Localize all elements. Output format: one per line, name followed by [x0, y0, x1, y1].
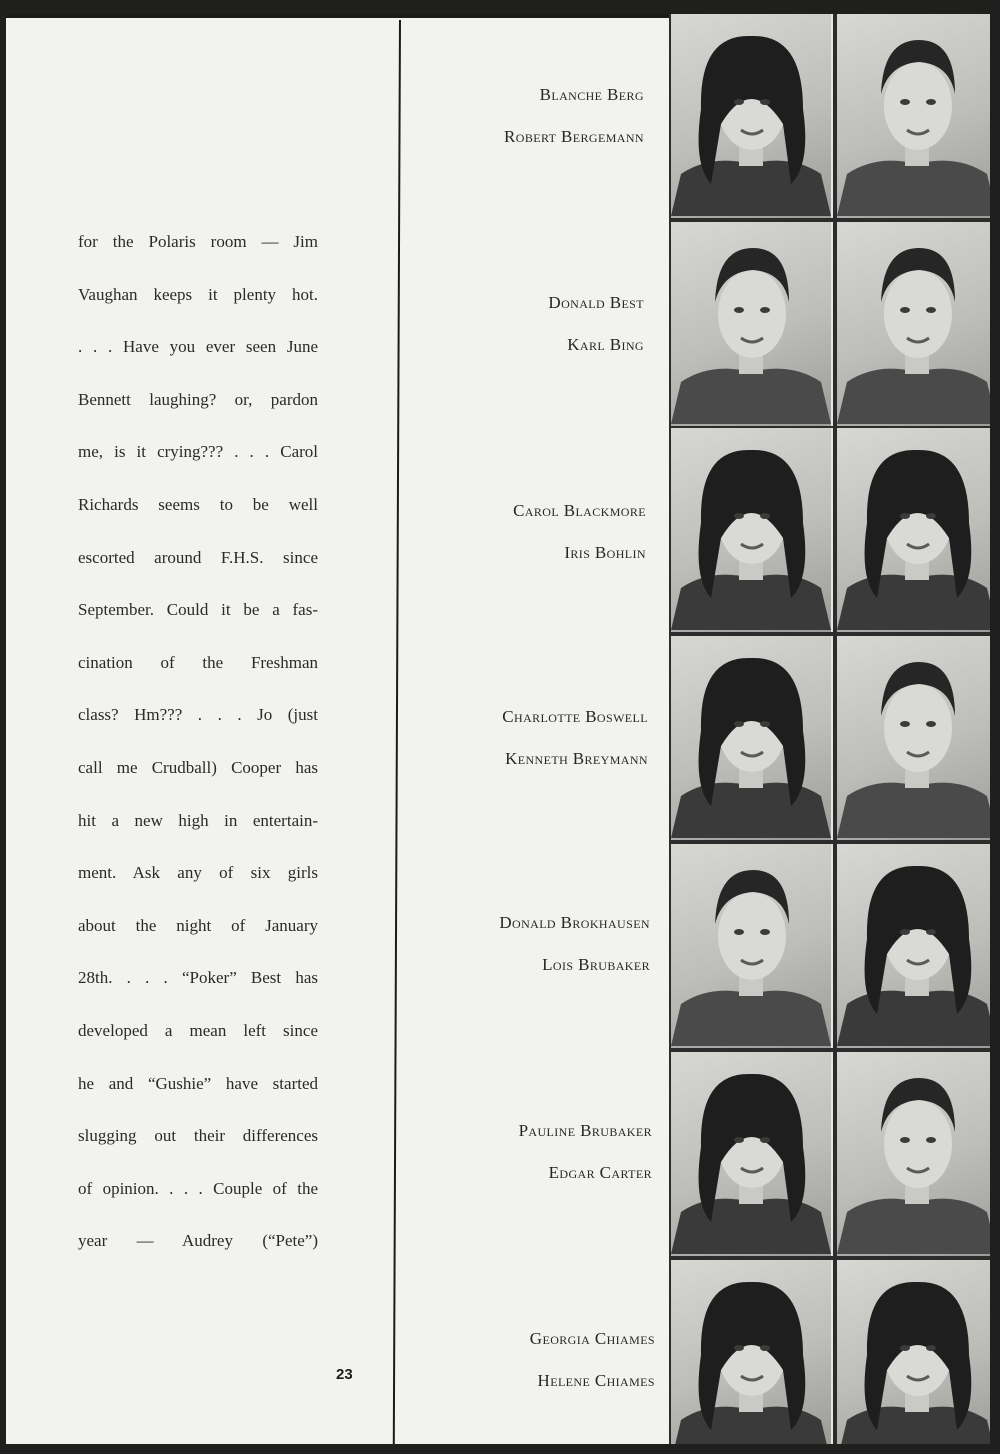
- portrait-photo-right: [837, 844, 990, 1048]
- portrait-photo-left: [671, 1260, 833, 1444]
- student-name-pair: [548, 282, 644, 366]
- student-name-left-photo: Blanche Berg: [539, 85, 644, 104]
- gossip-line: . . . Have you ever seen June: [78, 337, 318, 357]
- student-name-right-photo: Helene Chiames: [537, 1371, 655, 1390]
- portrait-column: [669, 14, 990, 1444]
- portrait-photo-right: [837, 1260, 990, 1444]
- student-name-pair: [530, 1318, 655, 1402]
- student-name-left-photo: Carol Blackmore: [513, 501, 646, 520]
- gossip-line: developed a mean left since: [78, 1020, 318, 1040]
- gossip-line: cination of the Freshman: [78, 652, 318, 672]
- gossip-line: escorted around F.H.S. since: [78, 547, 318, 567]
- student-name-right-photo: Iris Bohlin: [564, 543, 646, 562]
- gossip-line: about the night of January: [78, 915, 318, 935]
- portrait-photo-left: [671, 428, 833, 632]
- gossip-line: September. Could it be a fas-: [78, 600, 318, 620]
- gossip-line: Richards seems to be well: [78, 494, 318, 514]
- portrait-photo-left: [671, 844, 833, 1048]
- student-name-right-photo: Edgar Carter: [548, 1163, 652, 1182]
- gossip-line: Vaughan keeps it plenty hot.: [78, 284, 318, 304]
- student-name-pair: [519, 1110, 652, 1194]
- gossip-line: slugging out their differences: [78, 1126, 318, 1146]
- student-name-pair: [504, 74, 644, 158]
- gossip-line: hit a new high in entertain-: [78, 810, 318, 830]
- gossip-line: for the Polaris room — Jim: [78, 232, 318, 251]
- student-name-right-photo: Lois Brubaker: [542, 955, 650, 974]
- gossip-line: me, is it crying??? . . . Carol: [78, 442, 318, 462]
- gossip-line: Bennett laughing? or, pardon: [78, 389, 318, 409]
- student-name-left-photo: Donald Best: [548, 293, 644, 312]
- gossip-line: of opinion. . . . Couple of the: [78, 1178, 318, 1198]
- portrait-photo-left: [671, 14, 833, 218]
- student-name-pair: [513, 490, 646, 574]
- yearbook-page: [6, 14, 990, 1444]
- page-number: 23: [336, 1366, 353, 1383]
- portrait-photo-right: [837, 636, 990, 840]
- student-name-pair: [499, 902, 650, 986]
- student-name-left-photo: Charlotte Boswell: [502, 707, 648, 726]
- portrait-photo-left: [671, 636, 833, 840]
- student-name-left-photo: Pauline Brubaker: [518, 1121, 652, 1140]
- student-name-left-photo: Georgia Chiames: [529, 1329, 655, 1348]
- portrait-photo-right: [837, 1052, 990, 1256]
- gossip-line: year — Audrey (“Pete”): [78, 1231, 318, 1251]
- portrait-photo-right: [837, 14, 990, 218]
- column-divider: [393, 20, 401, 1444]
- gossip-line: he and “Gushie” have started: [78, 1073, 318, 1093]
- gossip-line: call me Crudball) Cooper has: [78, 757, 318, 777]
- portrait-photo-right: [837, 222, 990, 426]
- portrait-photo-left: [671, 222, 833, 426]
- student-name-right-photo: Robert Bergemann: [504, 127, 644, 146]
- portrait-photo-left: [671, 1052, 833, 1256]
- gossip-line: 28th. . . . “Poker” Best has: [78, 968, 318, 988]
- student-name-right-photo: Karl Bing: [567, 335, 644, 354]
- portrait-photo-right: [837, 428, 990, 632]
- gossip-line: ment. Ask any of six girls: [78, 863, 318, 883]
- student-name-left-photo: Donald Brokhausen: [499, 913, 650, 932]
- student-name-pair: [502, 696, 648, 780]
- student-name-right-photo: Kenneth Breymann: [505, 749, 648, 768]
- gossip-column: [78, 216, 318, 1268]
- gossip-line: class? Hm??? . . . Jo (just: [78, 705, 318, 725]
